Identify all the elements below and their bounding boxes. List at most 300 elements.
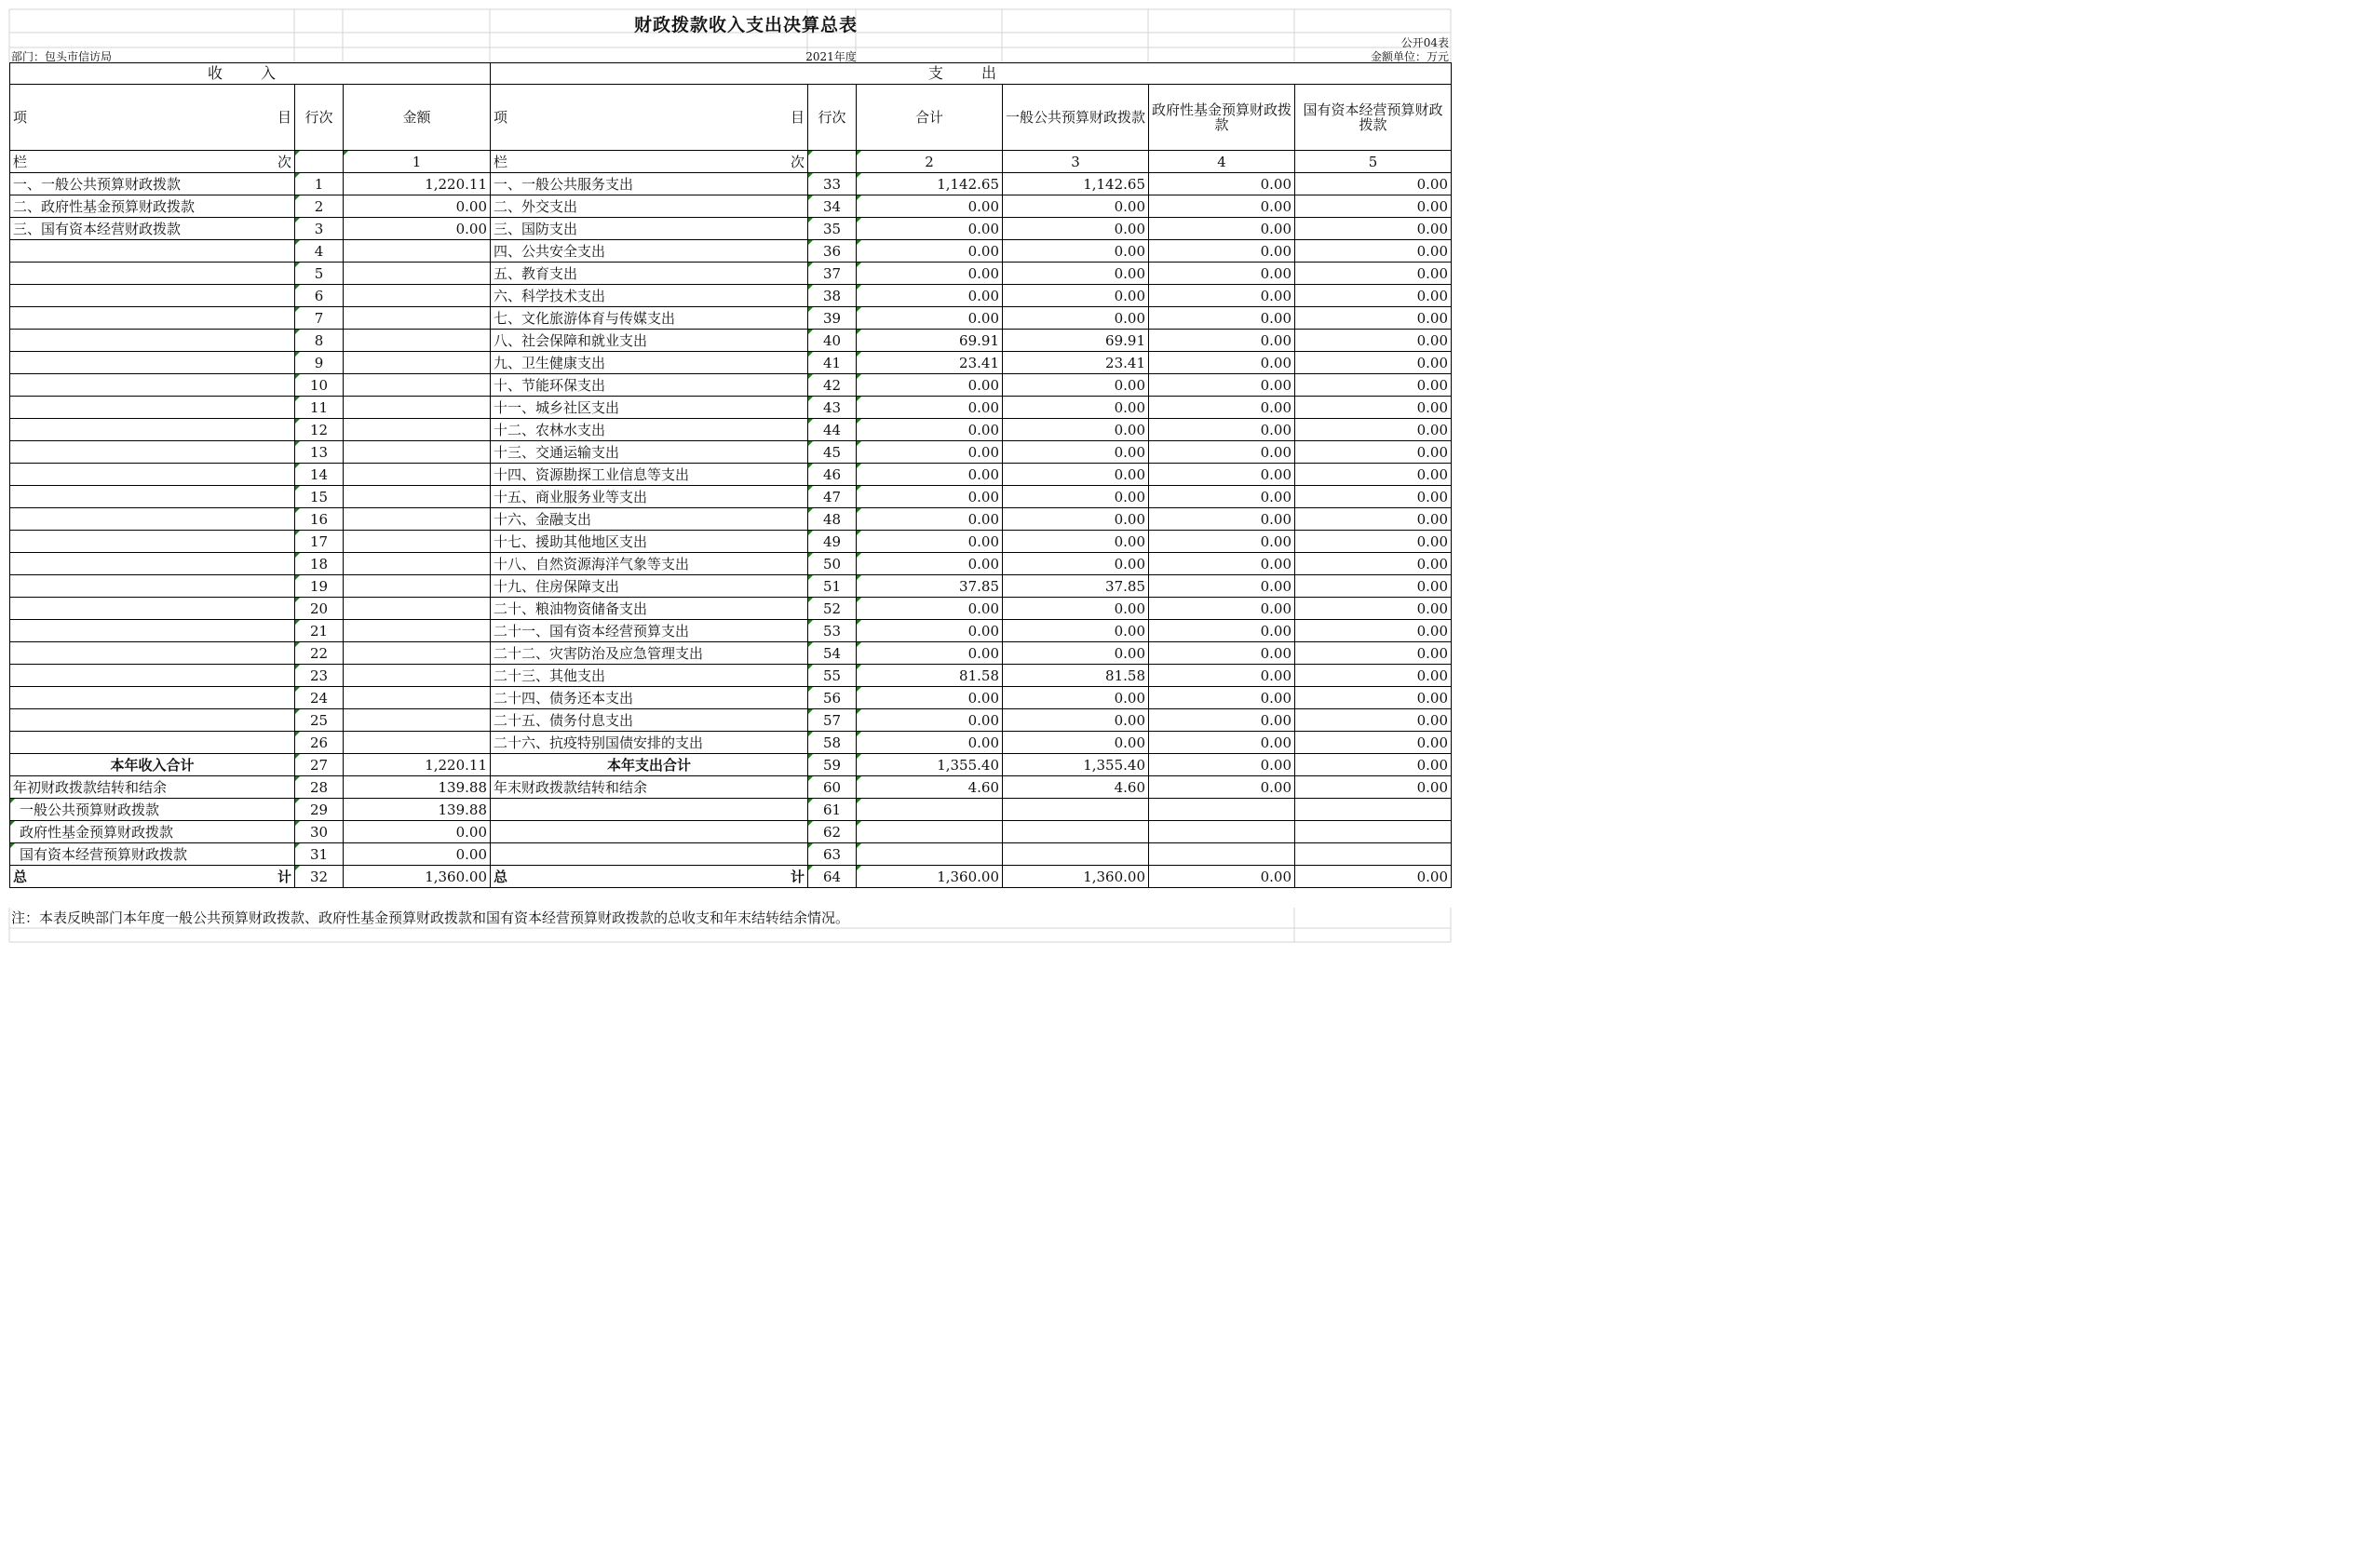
carryover-expense-item <box>491 821 808 843</box>
income-amount <box>344 486 491 508</box>
carryover-expense-item <box>491 799 808 821</box>
carryover-income-item: 年初财政拨款结转和结余 <box>10 776 295 799</box>
income-amount <box>344 464 491 486</box>
income-item <box>10 352 295 374</box>
fund-budget-amount: 0.00 <box>1149 441 1295 464</box>
expense-item: 一、一般公共服务支出 <box>491 173 808 195</box>
table-row <box>10 307 1452 330</box>
income-row-no: 20 <box>295 598 344 620</box>
income-row-no: 12 <box>295 419 344 441</box>
income-item <box>10 441 295 464</box>
income-item <box>10 419 295 441</box>
income-item: 三、国有资本经营财政拨款 <box>10 218 295 240</box>
income-item <box>10 553 295 575</box>
expense-total: 0.00 <box>857 263 1003 285</box>
income-item <box>10 486 295 508</box>
expense-row-no: 38 <box>808 285 857 307</box>
income-item <box>10 374 295 397</box>
state-capital-amount: 0.00 <box>1295 776 1452 799</box>
state-capital-amount: 0.00 <box>1295 553 1452 575</box>
general-budget-amount: 0.00 <box>1003 553 1149 575</box>
column-number-1: 1 <box>344 151 491 173</box>
income-amount <box>344 307 491 330</box>
state-capital-amount: 0.00 <box>1295 620 1452 642</box>
general-budget-amount: 0.00 <box>1003 285 1149 307</box>
income-item <box>10 508 295 531</box>
state-capital-amount: 0.00 <box>1295 508 1452 531</box>
expense-item: 十三、交通运输支出 <box>491 441 808 464</box>
expense-total: 4.60 <box>857 776 1003 799</box>
income-item <box>10 665 295 687</box>
expense-row-no: 64 <box>808 866 857 888</box>
table-row <box>10 598 1452 620</box>
amount-unit: 金额单位：万元 <box>1370 50 1449 63</box>
income-row-no: 22 <box>295 642 344 665</box>
income-amount <box>344 352 491 374</box>
income-grand-total-label: 总 计 <box>10 866 295 888</box>
expense-column-label: 栏 次 <box>491 151 808 173</box>
income-item <box>10 642 295 665</box>
general-budget-amount: 0.00 <box>1003 486 1149 508</box>
income-amount <box>344 508 491 531</box>
carryover-income-item: 国有资本经营预算财政拨款 <box>10 843 295 866</box>
expense-item: 二十一、国有资本经营预算支出 <box>491 620 808 642</box>
expense-item: 九、卫生健康支出 <box>491 352 808 374</box>
table-row <box>10 531 1452 553</box>
expense-total: 1,142.65 <box>857 173 1003 195</box>
income-row-no: 8 <box>295 330 344 352</box>
fund-budget-amount: 0.00 <box>1149 508 1295 531</box>
state-capital-amount: 0.00 <box>1295 665 1452 687</box>
fund-budget-amount: 0.00 <box>1149 240 1295 263</box>
expense-row-no: 39 <box>808 307 857 330</box>
fund-budget-amount: 0.00 <box>1149 754 1295 776</box>
general-budget-amount: 0.00 <box>1003 195 1149 218</box>
column-number-4: 4 <box>1149 151 1295 173</box>
income-row-no: 25 <box>295 709 344 732</box>
expense-row-no: 44 <box>808 419 857 441</box>
state-capital-amount: 0.00 <box>1295 173 1452 195</box>
expense-item-header: 项 目 <box>491 85 808 151</box>
expense-total: 0.00 <box>857 687 1003 709</box>
income-row-no: 31 <box>295 843 344 866</box>
income-row-no: 28 <box>295 776 344 799</box>
column-number-row <box>10 151 1452 173</box>
fund-budget-amount: 0.00 <box>1149 218 1295 240</box>
fund-budget-amount: 0.00 <box>1149 486 1295 508</box>
income-row-no: 15 <box>295 486 344 508</box>
expense-row-no: 58 <box>808 732 857 754</box>
table-row <box>10 508 1452 531</box>
expense-total: 0.00 <box>857 553 1003 575</box>
income-row-no: 2 <box>295 195 344 218</box>
income-row-no: 18 <box>295 553 344 575</box>
expense-row-no: 53 <box>808 620 857 642</box>
income-row-no: 23 <box>295 665 344 687</box>
general-budget-amount: 0.00 <box>1003 642 1149 665</box>
expense-row-no: 33 <box>808 173 857 195</box>
state-capital-amount: 0.00 <box>1295 330 1452 352</box>
income-item <box>10 240 295 263</box>
expense-item: 十八、自然资源海洋气象等支出 <box>491 553 808 575</box>
expense-total <box>857 799 1003 821</box>
expense-item: 二十三、其他支出 <box>491 665 808 687</box>
general-budget-amount: 0.00 <box>1003 508 1149 531</box>
state-capital-amount: 0.00 <box>1295 397 1452 419</box>
general-budget-amount: 0.00 <box>1003 263 1149 285</box>
expense-row-no: 51 <box>808 575 857 598</box>
expense-row-no: 42 <box>808 374 857 397</box>
expense-total: 0.00 <box>857 195 1003 218</box>
income-amount <box>344 397 491 419</box>
state-capital-amount: 0.00 <box>1295 285 1452 307</box>
carryover-income-item: 一般公共预算财政拨款 <box>10 799 295 821</box>
general-budget-amount: 1,142.65 <box>1003 173 1149 195</box>
fund-budget-amount: 0.00 <box>1149 307 1295 330</box>
general-budget-amount: 0.00 <box>1003 307 1149 330</box>
income-row-no: 24 <box>295 687 344 709</box>
income-row-no: 3 <box>295 218 344 240</box>
state-capital-amount: 0.00 <box>1295 218 1452 240</box>
expense-row-no: 47 <box>808 486 857 508</box>
fund-budget-amount <box>1149 843 1295 866</box>
expense-item: 十二、农林水支出 <box>491 419 808 441</box>
income-section-header: 收 入 <box>10 63 491 85</box>
table-row <box>10 642 1452 665</box>
income-row-no: 19 <box>295 575 344 598</box>
expense-total: 23.41 <box>857 352 1003 374</box>
general-budget-amount: 0.00 <box>1003 620 1149 642</box>
fund-budget-amount: 0.00 <box>1149 687 1295 709</box>
table-row <box>10 195 1452 218</box>
income-amount <box>344 374 491 397</box>
income-row-no: 26 <box>295 732 344 754</box>
fund-budget-amount <box>1149 799 1295 821</box>
expense-item: 二十六、抗疫特别国债安排的支出 <box>491 732 808 754</box>
state-capital-amount: 0.00 <box>1295 642 1452 665</box>
general-budget-amount: 37.85 <box>1003 575 1149 598</box>
expense-total: 0.00 <box>857 218 1003 240</box>
fund-budget-amount: 0.00 <box>1149 419 1295 441</box>
income-row-no: 6 <box>295 285 344 307</box>
general-budget-amount: 1,355.40 <box>1003 754 1149 776</box>
carryover-income-amount: 139.88 <box>344 776 491 799</box>
table-row <box>10 620 1452 642</box>
state-capital-amount: 0.00 <box>1295 531 1452 553</box>
expense-row-no: 41 <box>808 352 857 374</box>
state-capital-header: 国有资本经营预算财政拨款 <box>1295 85 1452 151</box>
table-footnote: 注：本表反映部门本年度一般公共预算财政拨款、政府性基金预算财政拨款和国有资本经营预算财政拨款的总收支和年末结转结余情况。 <box>11 909 850 926</box>
income-amount <box>344 598 491 620</box>
expense-total: 0.00 <box>857 397 1003 419</box>
grand-total-row <box>10 866 1452 888</box>
fund-budget-amount: 0.00 <box>1149 665 1295 687</box>
state-capital-amount <box>1295 821 1452 843</box>
expense-subtotal-total: 1,355.40 <box>857 754 1003 776</box>
state-capital-amount: 0.00 <box>1295 709 1452 732</box>
report-title: 财政拨款收入支出决算总表 <box>633 15 858 35</box>
fund-budget-amount: 0.00 <box>1149 575 1295 598</box>
income-amount <box>344 263 491 285</box>
expense-row-no: 50 <box>808 553 857 575</box>
income-item <box>10 531 295 553</box>
expense-total: 0.00 <box>857 441 1003 464</box>
expense-row-no: 46 <box>808 464 857 486</box>
income-amount <box>344 441 491 464</box>
expense-item: 五、教育支出 <box>491 263 808 285</box>
table-row <box>10 687 1452 709</box>
general-budget-amount <box>1003 843 1149 866</box>
income-item: 一、一般公共预算财政拨款 <box>10 173 295 195</box>
expense-row-no: 62 <box>808 821 857 843</box>
income-subtotal-label: 本年收入合计 <box>10 754 295 776</box>
expense-item: 十六、金融支出 <box>491 508 808 531</box>
state-capital-amount: 0.00 <box>1295 754 1452 776</box>
fiscal-year: 2021年度 <box>805 50 857 63</box>
expense-row-no: 52 <box>808 598 857 620</box>
income-subtotal-amount: 1,220.11 <box>344 754 491 776</box>
fund-budget-amount: 0.00 <box>1149 173 1295 195</box>
income-item: 二、政府性基金预算财政拨款 <box>10 195 295 218</box>
state-capital-amount <box>1295 843 1452 866</box>
expense-total: 0.00 <box>857 508 1003 531</box>
income-row-no: 27 <box>295 754 344 776</box>
expense-row-no: 57 <box>808 709 857 732</box>
expense-total: 0.00 <box>857 620 1003 642</box>
expense-total: 0.00 <box>857 598 1003 620</box>
state-capital-amount: 0.00 <box>1295 240 1452 263</box>
fund-budget-amount <box>1149 821 1295 843</box>
income-item <box>10 285 295 307</box>
income-column-label: 栏 次 <box>10 151 295 173</box>
table-row <box>10 263 1452 285</box>
income-amount <box>344 575 491 598</box>
carryover-income-item: 政府性基金预算财政拨款 <box>10 821 295 843</box>
fund-budget-amount: 0.00 <box>1149 285 1295 307</box>
fund-budget-amount: 0.00 <box>1149 709 1295 732</box>
general-budget-amount: 69.91 <box>1003 330 1149 352</box>
table-row <box>10 218 1452 240</box>
expense-total: 69.91 <box>857 330 1003 352</box>
income-row-no: 30 <box>295 821 344 843</box>
state-capital-amount: 0.00 <box>1295 352 1452 374</box>
income-amount <box>344 732 491 754</box>
income-row-no: 4 <box>295 240 344 263</box>
expense-total: 0.00 <box>857 709 1003 732</box>
general-budget-amount: 4.60 <box>1003 776 1149 799</box>
expense-total <box>857 843 1003 866</box>
general-budget-amount: 0.00 <box>1003 531 1149 553</box>
expense-total: 0.00 <box>857 307 1003 330</box>
income-item <box>10 464 295 486</box>
carryover-row <box>10 799 1452 821</box>
expense-subtotal-label: 本年支出合计 <box>491 754 808 776</box>
expense-row-no: 61 <box>808 799 857 821</box>
expense-total <box>857 821 1003 843</box>
table-row <box>10 285 1452 307</box>
general-budget-amount: 0.00 <box>1003 732 1149 754</box>
state-capital-amount: 0.00 <box>1295 441 1452 464</box>
general-budget-amount: 0.00 <box>1003 218 1149 240</box>
state-capital-amount: 0.00 <box>1295 732 1452 754</box>
general-budget-amount: 0.00 <box>1003 374 1149 397</box>
general-budget-amount: 0.00 <box>1003 464 1149 486</box>
carryover-row <box>10 776 1452 799</box>
income-amount <box>344 553 491 575</box>
fund-budget-amount: 0.00 <box>1149 866 1295 888</box>
income-item <box>10 397 295 419</box>
income-row-no: 16 <box>295 508 344 531</box>
fund-budget-amount: 0.00 <box>1149 374 1295 397</box>
section-header-row <box>10 63 1452 85</box>
fund-budget-amount: 0.00 <box>1149 732 1295 754</box>
expense-item: 二十、粮油物资储备支出 <box>491 598 808 620</box>
income-amount <box>344 285 491 307</box>
expense-row-no: 54 <box>808 642 857 665</box>
table-body <box>10 63 1452 888</box>
income-amount <box>344 665 491 687</box>
table-row <box>10 419 1452 441</box>
table-row <box>10 352 1452 374</box>
general-budget-amount <box>1003 799 1149 821</box>
table-row <box>10 553 1452 575</box>
fund-budget-amount: 0.00 <box>1149 776 1295 799</box>
expense-item: 七、文化旅游体育与传媒支出 <box>491 307 808 330</box>
state-capital-amount: 0.00 <box>1295 307 1452 330</box>
fund-budget-amount: 0.00 <box>1149 553 1295 575</box>
state-capital-amount: 0.00 <box>1295 598 1452 620</box>
fund-budget-amount: 0.00 <box>1149 195 1295 218</box>
state-capital-amount: 0.00 <box>1295 374 1452 397</box>
income-item <box>10 620 295 642</box>
carryover-expense-item: 年末财政拨款结转和结余 <box>491 776 808 799</box>
carryover-row <box>10 843 1452 866</box>
general-budget-amount: 0.00 <box>1003 419 1149 441</box>
carryover-expense-item <box>491 843 808 866</box>
fund-budget-amount: 0.00 <box>1149 464 1295 486</box>
column-number-5: 5 <box>1295 151 1452 173</box>
table-row <box>10 486 1452 508</box>
income-amount <box>344 620 491 642</box>
expense-row-no: 35 <box>808 218 857 240</box>
table-row <box>10 374 1452 397</box>
general-budget-amount: 81.58 <box>1003 665 1149 687</box>
department-label: 部门：包头市信访局 <box>11 50 113 63</box>
table-row <box>10 240 1452 263</box>
expense-section-header: 支 出 <box>491 63 1452 85</box>
expense-total: 37.85 <box>857 575 1003 598</box>
expense-total: 0.00 <box>857 464 1003 486</box>
table-row <box>10 732 1452 754</box>
expense-total: 0.00 <box>857 285 1003 307</box>
income-amount <box>344 240 491 263</box>
expense-total: 0.00 <box>857 732 1003 754</box>
income-row-no: 11 <box>295 397 344 419</box>
table-row <box>10 464 1452 486</box>
income-amount: 1,220.11 <box>344 173 491 195</box>
carryover-income-amount: 0.00 <box>344 843 491 866</box>
fund-budget-amount: 0.00 <box>1149 352 1295 374</box>
income-item <box>10 307 295 330</box>
income-row-no: 7 <box>295 307 344 330</box>
fund-budget-amount: 0.00 <box>1149 397 1295 419</box>
expense-total: 0.00 <box>857 419 1003 441</box>
expense-item: 十、节能环保支出 <box>491 374 808 397</box>
state-capital-amount: 0.00 <box>1295 419 1452 441</box>
table-row <box>10 441 1452 464</box>
expense-item: 十一、城乡社区支出 <box>491 397 808 419</box>
income-row-no: 14 <box>295 464 344 486</box>
expense-total: 0.00 <box>857 240 1003 263</box>
expense-item: 十九、住房保障支出 <box>491 575 808 598</box>
income-row-no: 21 <box>295 620 344 642</box>
general-budget-amount <box>1003 821 1149 843</box>
income-row-no: 17 <box>295 531 344 553</box>
form-number: 公开04表 <box>1400 36 1449 49</box>
income-row-no: 29 <box>295 799 344 821</box>
income-amount <box>344 709 491 732</box>
expense-item: 四、公共安全支出 <box>491 240 808 263</box>
expense-total: 0.00 <box>857 486 1003 508</box>
table-row <box>10 575 1452 598</box>
expense-item: 二十四、债务还本支出 <box>491 687 808 709</box>
expense-total: 0.00 <box>857 531 1003 553</box>
carryover-income-amount: 0.00 <box>344 821 491 843</box>
fund-budget-amount: 0.00 <box>1149 531 1295 553</box>
expense-row-no: 45 <box>808 441 857 464</box>
fund-budget-amount: 0.00 <box>1149 330 1295 352</box>
state-capital-amount: 0.00 <box>1295 575 1452 598</box>
state-capital-amount: 0.00 <box>1295 464 1452 486</box>
general-budget-amount: 1,360.00 <box>1003 866 1149 888</box>
fund-budget-amount: 0.00 <box>1149 263 1295 285</box>
expense-item: 二、外交支出 <box>491 195 808 218</box>
expense-item: 二十五、债务付息支出 <box>491 709 808 732</box>
income-item <box>10 575 295 598</box>
table-row <box>10 665 1452 687</box>
general-budget-header: 一般公共预算财政拨款 <box>1003 85 1149 151</box>
income-amount <box>344 687 491 709</box>
income-amount-header: 金额 <box>344 85 491 151</box>
expense-row-no-header: 行次 <box>808 85 857 151</box>
income-item <box>10 687 295 709</box>
expense-total: 0.00 <box>857 374 1003 397</box>
general-budget-amount: 23.41 <box>1003 352 1149 374</box>
income-row-no: 1 <box>295 173 344 195</box>
income-amount: 0.00 <box>344 195 491 218</box>
expense-row-no: 37 <box>808 263 857 285</box>
fund-budget-amount: 0.00 <box>1149 642 1295 665</box>
income-item <box>10 263 295 285</box>
state-capital-amount: 0.00 <box>1295 263 1452 285</box>
income-amount <box>344 531 491 553</box>
general-budget-amount: 0.00 <box>1003 687 1149 709</box>
income-row-no: 10 <box>295 374 344 397</box>
income-item <box>10 709 295 732</box>
general-budget-amount: 0.00 <box>1003 441 1149 464</box>
column-number-2: 2 <box>857 151 1003 173</box>
subtotal-row <box>10 754 1452 776</box>
income-row-no: 5 <box>295 263 344 285</box>
expense-row-no: 63 <box>808 843 857 866</box>
expense-item: 十五、商业服务业等支出 <box>491 486 808 508</box>
expense-row-no: 55 <box>808 665 857 687</box>
income-item <box>10 598 295 620</box>
income-item <box>10 732 295 754</box>
table-row <box>10 397 1452 419</box>
expense-total-header: 合计 <box>857 85 1003 151</box>
expense-item: 八、社会保障和就业支出 <box>491 330 808 352</box>
